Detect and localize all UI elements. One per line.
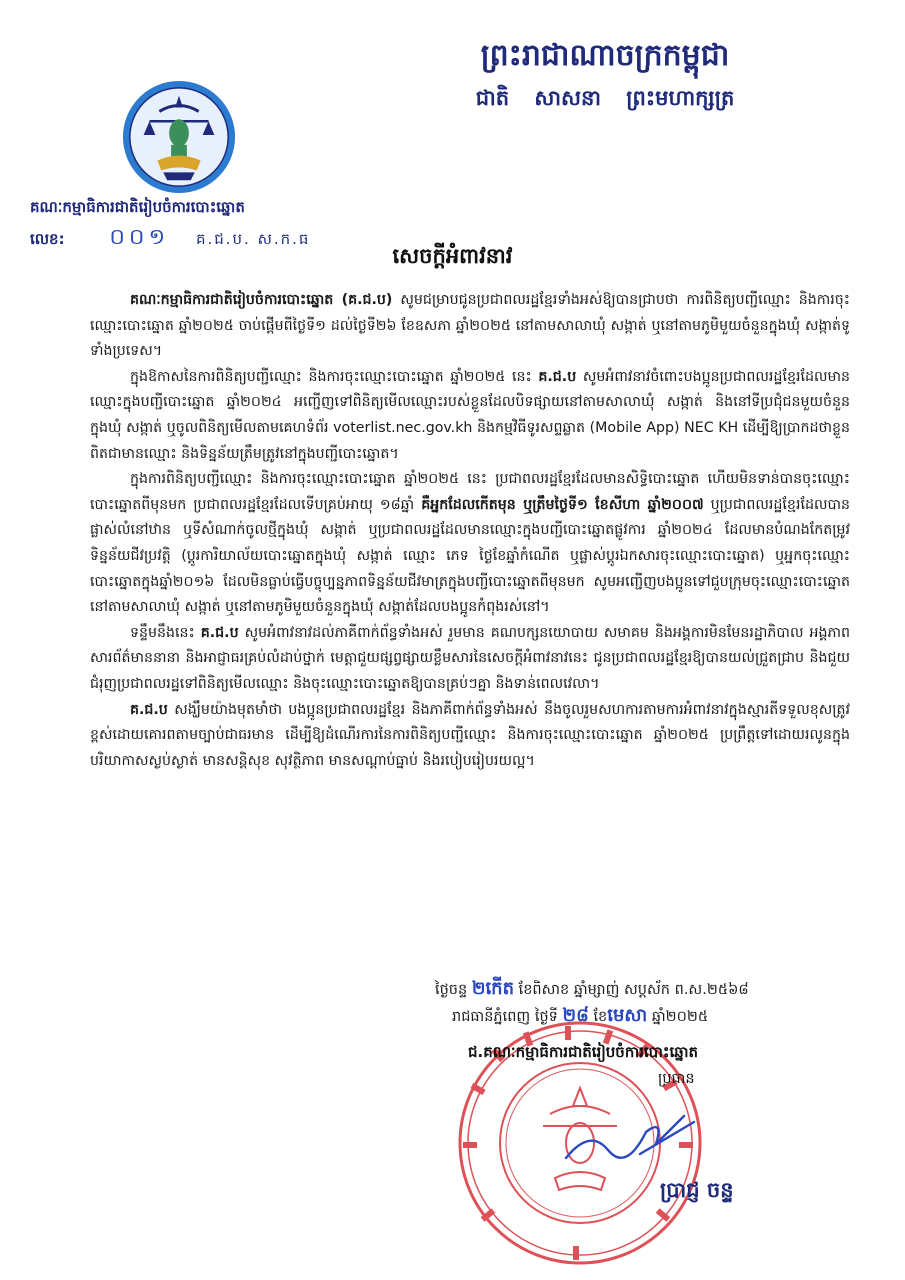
paragraph-2 (90, 365, 850, 467)
lunar-year: ឆ្នាំម្សាញ់ សប្តស័ក ព.ស.២៥៦៨ (573, 982, 749, 998)
paragraph-4-pre: ទន្ទឹមនឹងនេះ (130, 624, 201, 641)
paragraph-5-bold: គ.ជ.ប (130, 701, 168, 718)
committee-lead: គណៈកម្មាធិការជាតិរៀបចំការបោះឆ្នោត (គ.ជ.ប) (130, 292, 393, 308)
place-prefix: រាជធានីភ្នំពេញ ថ្ងៃទី (452, 1009, 558, 1025)
reference-label: លេខ: (30, 230, 65, 248)
paragraph-1 (90, 288, 850, 365)
paragraph-2-post: សូមអំពាវនាវចំពោះបងប្អូនប្រជាពលរដ្ឋខ្មែរដែលមានឈ្មោះក្នុងបញ្ជីបោះឆ្នោត ឆ្នាំ២០២៤ អញ្ជើញទៅពិនិត្យមើលឈ្មោះរបស់ខ្លួនដែលបិទផ្សាយនៅតាមសាលាឃុំ សង្កាត់ និងនៅទីប្រជុំជនមួយចំនួនក្នុងឃុំ សង្កាត់ ឬចូលពិនិត្យមើលតាមគេហទំព័រ voterlist.nec.gov.kh និងកម្មវិធីទូរសព្ទឆ្លាត (Mobile App) NEC KH ដើម្បីឱ្យប្រាកដថាខ្លួនពិតជាមានឈ្មោះ និងទិន្នន័យត្រឹមត្រូវនៅក្នុងបញ្ជីបោះឆ្នោត។ (90, 368, 850, 462)
lunar-month-label: ខែពិសាខ (518, 982, 570, 998)
paragraph-2-pre: ក្នុងឱកាសនៃការពិនិត្យបញ្ជីឈ្មោះ និងការចុះឈ្មោះបោះឆ្នោត ឆ្នាំ២០២៥ នេះ (130, 368, 539, 385)
paragraph-4-post: សូមអំពាវនាវដល់ភាគីពាក់ព័ន្ធទាំងអស់ រួមមាន គណបក្សនយោបាយ សមាគម និងអង្គការមិនមែនរដ្ឋាភិបាល អង្គភាពសារព័ត៌មាននានា និងអាជ្ញាធរគ្រប់លំដាប់ថ្នាក់ មេត្តាជួយផ្សព្វផ្សាយខ្លឹមសារនៃសេចក្តីអំពាវនាវនេះ ជូនប្រជាពលរដ្ឋខ្មែរឱ្យបានយល់ជ្រួតជ្រាប និងជួយជំរុញប្រជាពលរដ្ឋទៅពិនិត្យមើលឈ្មោះ និងចុះឈ្មោះបោះឆ្នោតឱ្យបានគ្រប់ៗគ្នា និងទាន់ពេលវេលា។ (90, 624, 850, 692)
gregorian-month: មេសា (607, 1005, 648, 1026)
announcement-body (90, 288, 850, 774)
paragraph-1-text: សូមជម្រាបជូនប្រជាពលរដ្ឋខ្មែរទាំងអស់ឱ្យបានជ្រាបថា ការពិនិត្យបញ្ជីឈ្មោះ និងការចុះឈ្មោះបោះឆ្នោត ឆ្នាំ២០២៥ ចាប់ផ្តើមពីថ្ងៃទី១ ដល់ថ្ងៃទី២៦ ខែឧសភា ឆ្នាំ២០២៥ នៅតាមសាលាឃុំ សង្កាត់ ឬនៅតាមភូមិមួយចំនួនក្នុងឃុំ សង្កាត់ទូទាំងប្រទេស។ (90, 292, 851, 360)
reference-code: គ.ជ.ប. ស.ក.ធ (195, 230, 311, 248)
nec-logo-icon (120, 78, 238, 196)
paragraph-3-bold: គឺអ្នកដែលកើតមុន ឬត្រឹមថ្ងៃទី១ ខែសីហា ឆ្នាំ២០០៧ (421, 496, 704, 513)
lunar-prefix: ថ្ងៃចន្ទ (435, 982, 468, 998)
lunar-date-line (380, 976, 840, 1003)
paragraph-3 (90, 467, 850, 621)
document-title: សេចក្តីអំពាវនាវ (392, 244, 513, 268)
national-motto: ជាតិ សាសនា ព្រះមហាក្សត្រ (475, 85, 735, 110)
paragraph-3-post: ឬប្រជាពលរដ្ឋខ្មែរដែលបានផ្លាស់លំនៅឋាន ឬទីសំណាក់ចូលថ្មីក្នុងឃុំ សង្កាត់ ឬប្រជាពលរដ្ឋដែលមានឈ្មោះក្នុងបញ្ជីបោះឆ្នោតផ្លូវការ ឆ្នាំ២០២៤ ដែលមានបំណងកែតម្រូវទិន្នន័យជីវប្រវត្តិ (ប្តូរការិយាល័យបោះឆ្នោតក្នុងឃុំ សង្កាត់ ឈ្មោះ ភេទ ថ្ងៃខែឆ្នាំកំណើត ឬផ្លាស់ប្តូរឯកសារចុះឈ្មោះបោះឆ្នោត) ឬអ្នកចុះឈ្មោះបោះឆ្នោតក្នុងឆ្នាំ២០១៦ ដែលមិនធ្លាប់ធ្វើបច្ចុប្បន្នភាពទិន្នន័យជីវមាត្រក្នុងបញ្ជីបោះឆ្នោតពីមុនមក សូមអញ្ជើញបងប្អូនទៅជួបក្រុមចុះឈ្មោះបោះឆ្នោត នៅតាមសាលាឃុំ សង្កាត់ ឬនៅតាមភូមិមួយចំនួនក្នុងឃុំ សង្កាត់ដែលបងប្អូនកំពុងរស់នៅ។ (90, 496, 850, 616)
paragraph-4-bold: គ.ជ.ប (200, 624, 239, 641)
lunar-day: ២កើត (471, 978, 515, 999)
paragraph-5-post: សង្ឃឹមយ៉ាងមុតមាំថា បងប្អូនប្រជាពលរដ្ឋខ្មែរ និងភាគីពាក់ព័ន្ធទាំងអស់ នឹងចូលរួមសហការតាមការអំពាវនាវក្នុងស្មារតីទទួលខុសត្រូវខ្ពស់ដោយគោរពតាមច្បាប់ជាធរមាន ដើម្បីឱ្យដំណើរការនៃការពិនិត្យបញ្ជីឈ្មោះ និងការចុះឈ្មោះបោះឆ្នោត ឆ្នាំ២០២៥ ប្រព្រឹត្តទៅដោយរលូនក្នុងបរិយាកាសស្ងប់ស្ងាត់ មានសន្តិសុខ សុវត្ថិភាព មានសណ្តាប់ធ្នាប់ និងរបៀបរៀបរយល្អ។ (90, 701, 850, 769)
paragraph-4 (90, 621, 850, 698)
kingdom-heading: ព្រះរាជាណាចក្រកម្ពុជា (480, 38, 730, 73)
paragraph-3-pre: ក្នុងការពិនិត្យបញ្ជីឈ្មោះ និងការចុះឈ្មោះបោះឆ្នោត ឆ្នាំ២០២៥ នេះ ប្រជាពលរដ្ឋខ្មែរដែលមានសិទ្ធិបោះឆ្នោត ហើយមិនទាន់បានចុះឈ្មោះបោះឆ្នោតពីមុនមក ប្រជាពលរដ្ឋខ្មែរដែលទើបគ្រប់អាយុ ១៨ឆ្នាំ (90, 471, 850, 513)
signer-name: ប្រាជ្ញ ចន្ទ (660, 1178, 734, 1202)
reference-number: ០០១ (109, 225, 170, 250)
handwritten-signature (560, 1108, 700, 1168)
month-label: ខែ (593, 1009, 608, 1025)
committee-name: គណៈកម្មាធិការជាតិរៀបចំការបោះឆ្នោត (30, 198, 245, 216)
gregorian-year: ឆ្នាំ២០២៥ (651, 1009, 709, 1025)
signer-title: ប្រធាន (658, 1071, 695, 1087)
paragraph-2-bold: គ.ជ.ប (538, 368, 577, 385)
gregorian-day: ២៨ (562, 1005, 589, 1026)
paragraph-5 (90, 698, 850, 775)
signing-organization: ជ.គណៈកម្មាធិការជាតិរៀបចំការបោះឆ្នោត (468, 1043, 699, 1061)
